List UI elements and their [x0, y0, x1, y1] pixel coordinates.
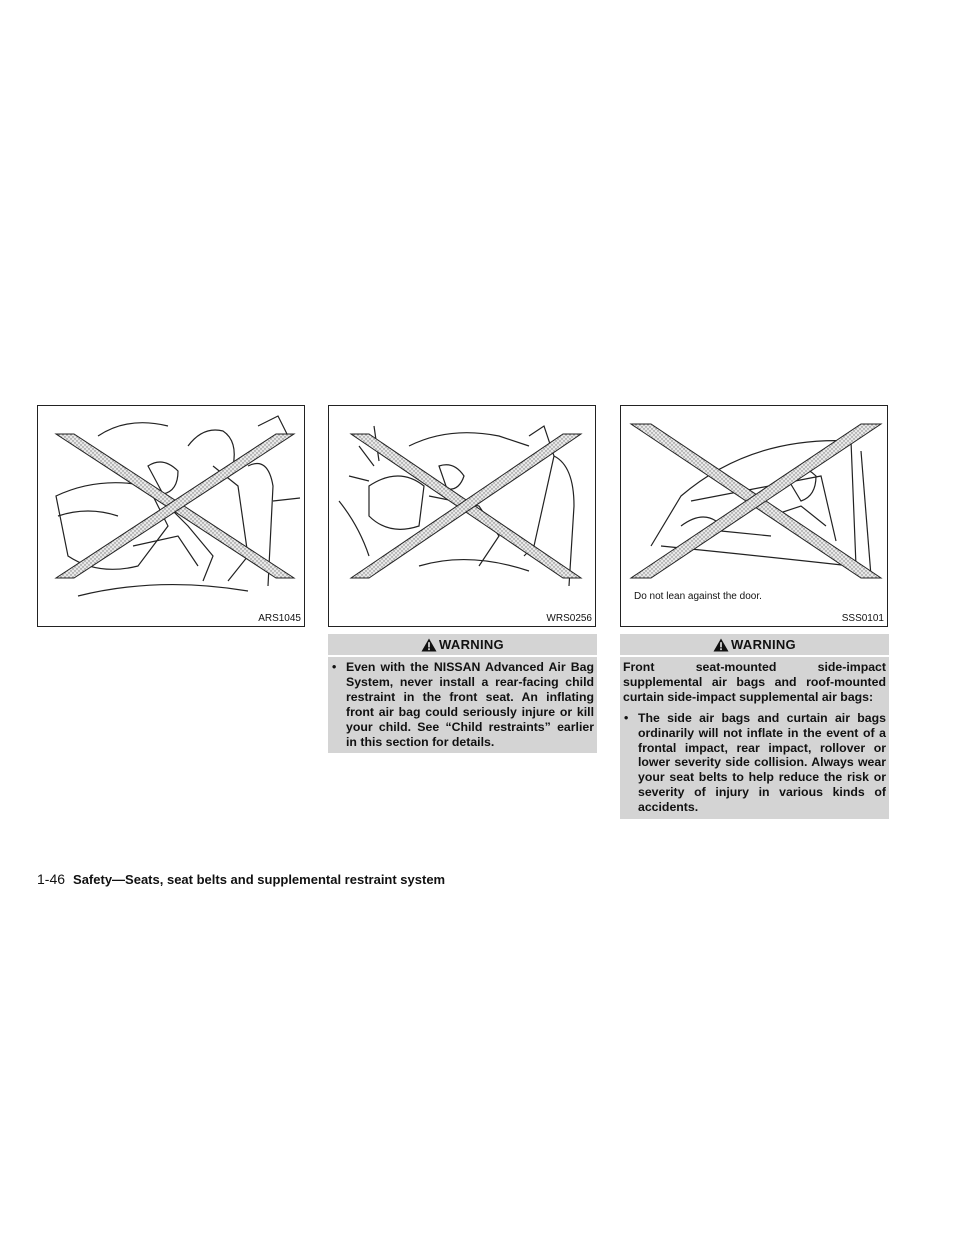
warning-bullet	[331, 660, 594, 749]
figure-code: SSS0101	[841, 613, 884, 624]
warning-bullet-text: The side air bags and curtain air bags ordinarily will not inflate in the event of a frontal impact, rear impact, rollover or lower severity side collision. Always wear your seat belts to help reduce the risk or severity of injury in various kinds of accidents.	[638, 710, 886, 815]
figure-rear-facing-child-seat	[328, 405, 596, 627]
warning-heading-text: WARNING	[731, 637, 796, 652]
illustration-rear-facing-child-seat	[329, 406, 595, 626]
figure-caption: Do not lean against the door.	[634, 591, 762, 602]
warning-triangle-icon	[713, 638, 729, 652]
warning-bullet-text: Even with the NISSAN Advanced Air Bag System, never install a rear-facing child restraint in the front seat. An inflating front air bag could seriously injure or kill your child. See “Child restraints” earlier in this section for details.	[346, 660, 594, 749]
figure-code: WRS0256	[546, 613, 592, 624]
figure-code: ARS1045	[258, 613, 301, 624]
warning-triangle-icon	[421, 638, 437, 652]
warning-heading	[620, 634, 889, 657]
warning-intro: Front seat-mounted side-impact supplemental air bags and roof-mounted curtain side-impact supplemental air bags:	[623, 660, 886, 704]
bullet-dot: •	[624, 710, 629, 725]
illustration-child-on-lap	[38, 406, 304, 626]
bullet-dot: •	[332, 660, 337, 674]
page-footer	[37, 871, 445, 887]
warning-heading-text: WARNING	[439, 637, 504, 652]
figure-lean-against-door	[620, 405, 888, 627]
figure-child-on-lap	[37, 405, 305, 627]
warning-bullet	[623, 711, 886, 815]
warning-box-air-bag	[328, 634, 597, 753]
warning-box-side-air-bags	[620, 634, 889, 819]
warning-heading	[328, 634, 597, 657]
section-title: Safety—Seats, seat belts and supplemental restraint system	[73, 872, 446, 887]
page-number: 1-46	[37, 871, 66, 887]
